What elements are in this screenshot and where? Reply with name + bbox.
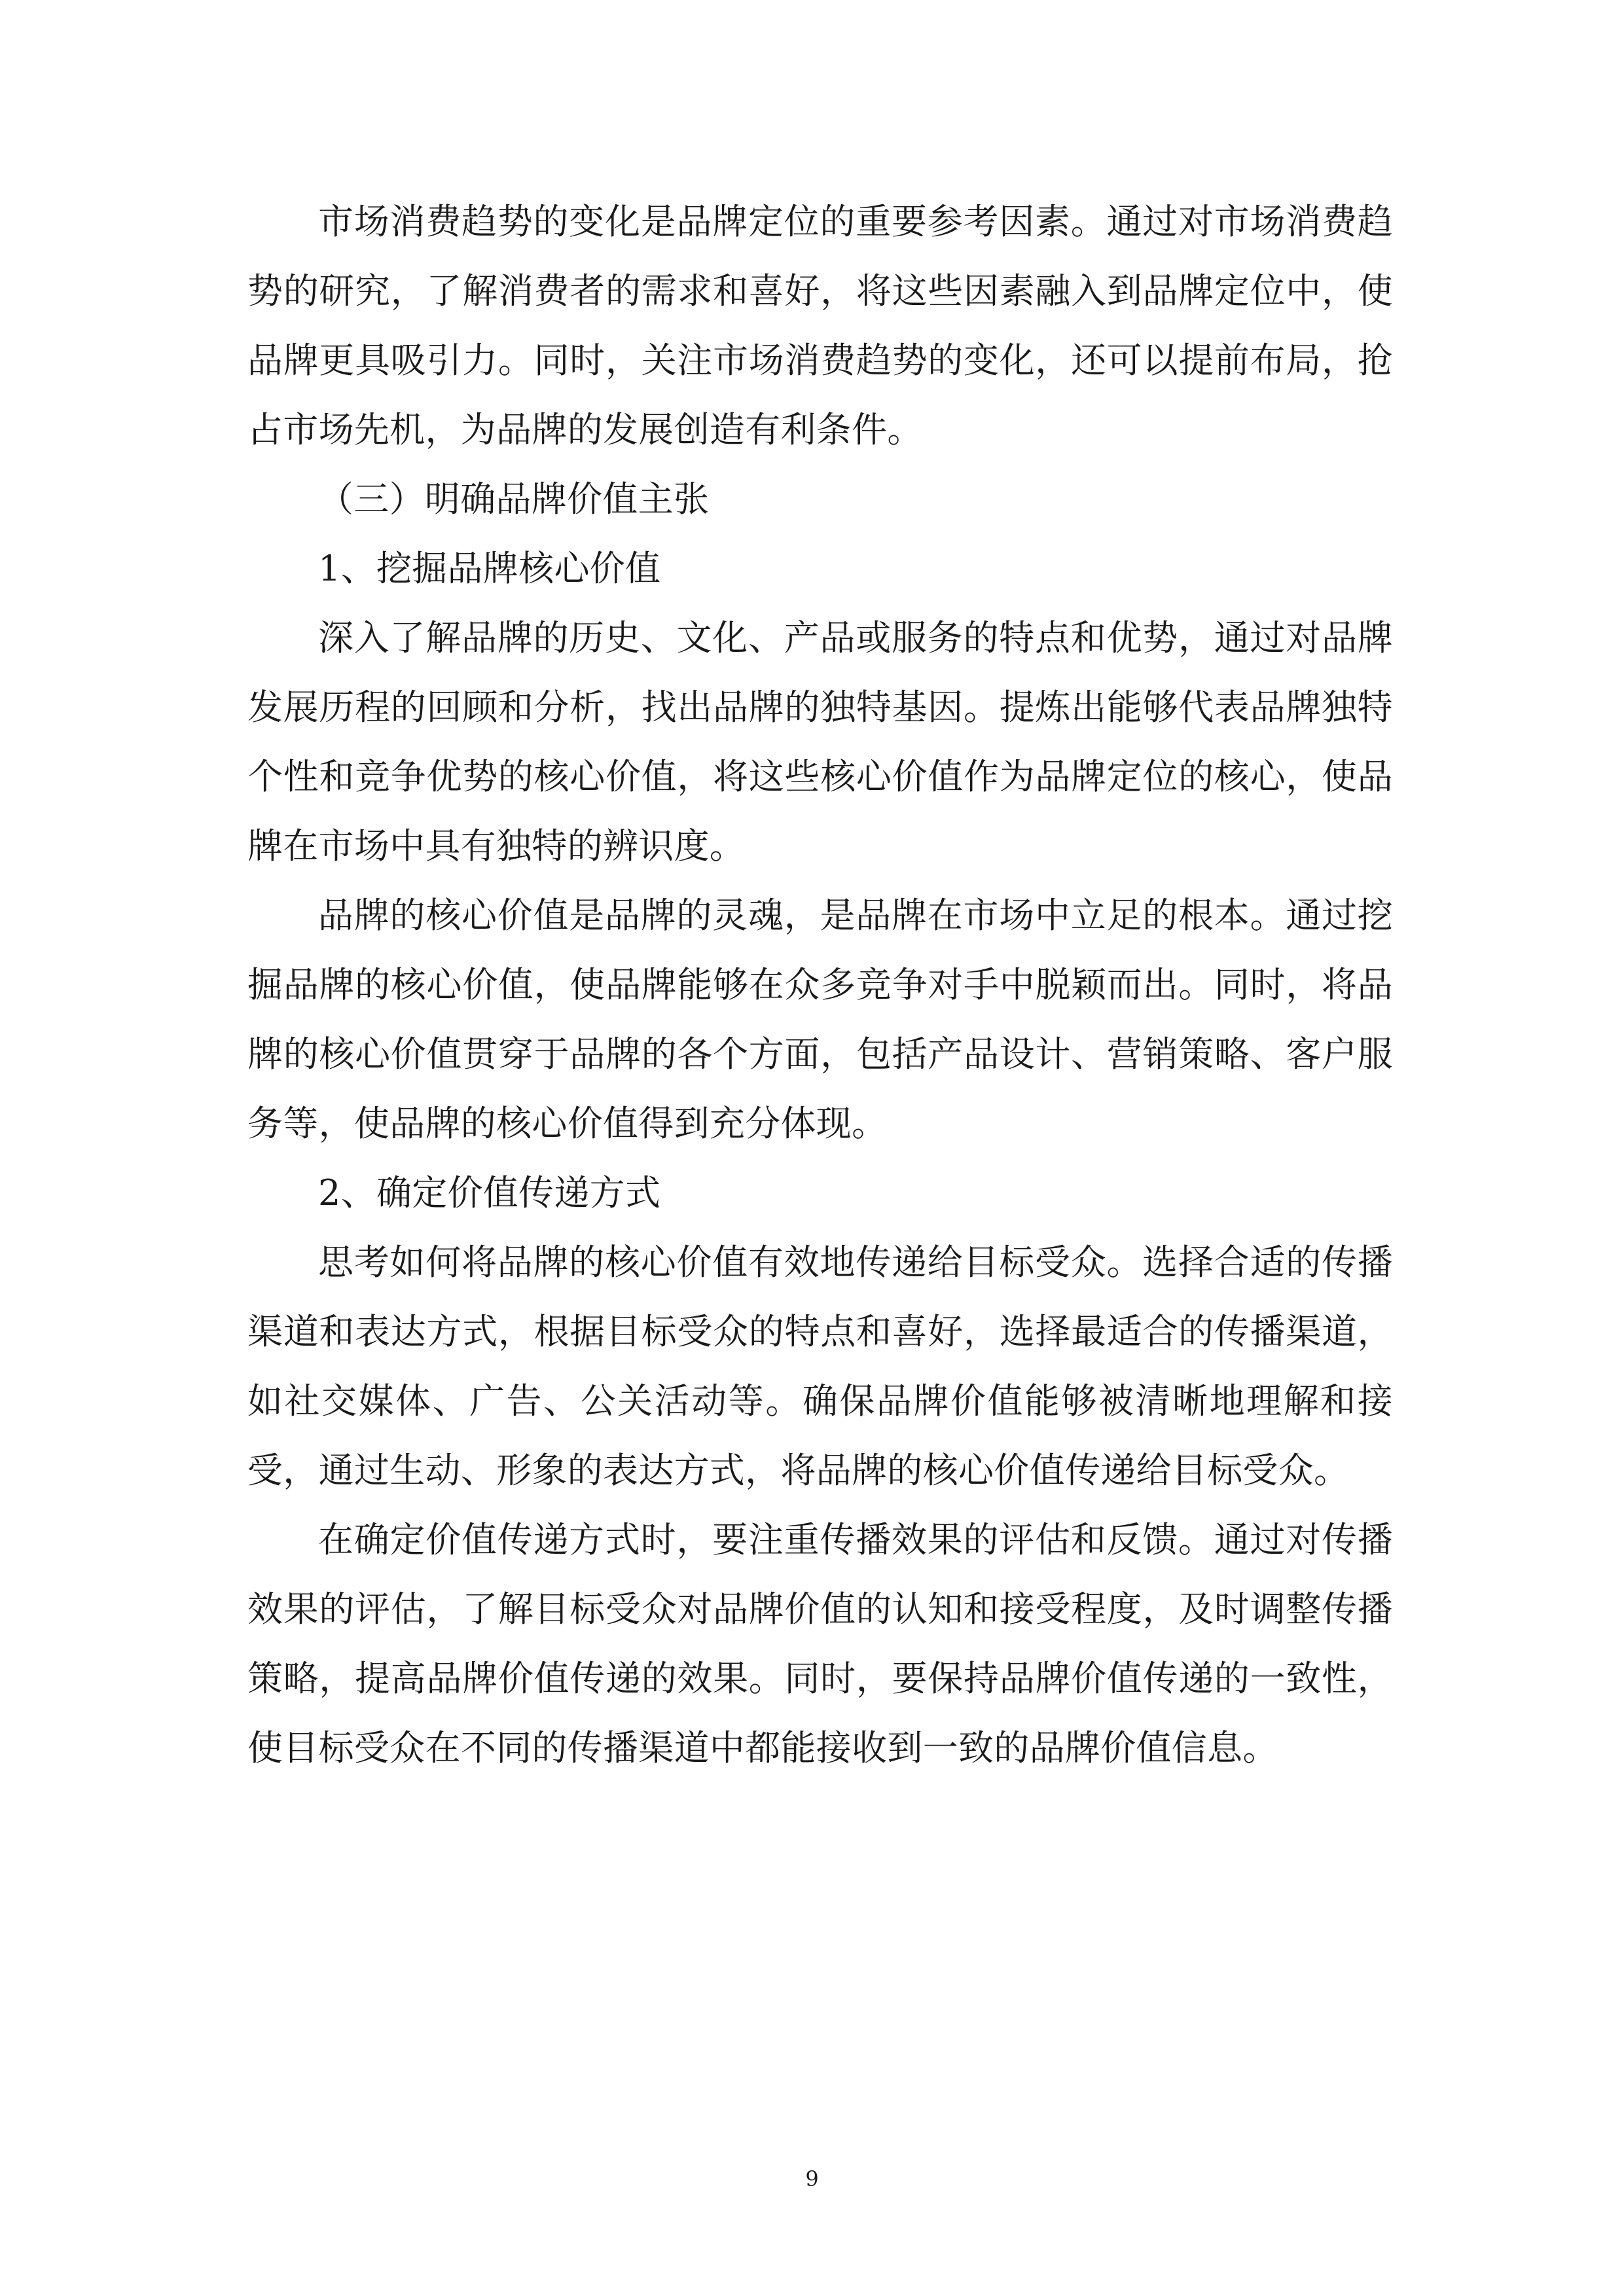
body-paragraph: 深入了解品牌的历史、文化、产品或服务的特点和优势，通过对品牌发展历程的回顾和分析，找出品牌的独特基因。提炼出能够代表品牌独特个性和竞争优势的核心价值，将这些核心价值作为品牌定位的核心，使品牌在市场中具有独特的辨识度。 <box>247 617 1393 867</box>
body-paragraph: 品牌的核心价值是品牌的灵魂，是品牌在市场中立足的根本。通过挖掘品牌的核心价值，使品牌能够在众多竞争对手中脱颖而出。同时，将品牌的核心价值贯穿于品牌的各个方面，包括产品设计、营销策略、客户服务等，使品牌的核心价值得到充分体现。 <box>247 895 1393 1144</box>
subheading: 1、挖掘品牌核心价值 <box>318 548 661 589</box>
page-number: 9 <box>805 2166 819 2191</box>
section-heading: （三）明确品牌价值主张 <box>318 478 710 520</box>
subheading: 2、确定价值传递方式 <box>318 1172 661 1213</box>
document-body <box>247 187 1393 1783</box>
body-paragraph: 思考如何将品牌的核心价值有效地传递给目标受众。选择合适的传播渠道和表达方式，根据目标受众的特点和喜好，选择最适合的传播渠道，如社交媒体、广告、公关活动等。确保品牌价值能够被清晰地理解和接受，通过生动、形象的表达方式，将品牌的核心价值传递给目标受众。 <box>247 1242 1393 1491</box>
body-paragraph: 市场消费趋势的变化是品牌定位的重要参考因素。通过对市场消费趋势的研究，了解消费者的需求和喜好，将这些因素融入到品牌定位中，使品牌更具吸引力。同时，关注市场消费趋势的变化，还可以提前布局，抢占市场先机，为品牌的发展创造有利条件。 <box>247 201 1393 450</box>
body-paragraph: 在确定价值传递方式时，要注重传播效果的评估和反馈。通过对传播效果的评估，了解目标受众对品牌价值的认知和接受程度，及时调整传播策略，提高品牌价值传递的效果。同时，要保持品牌价值传递的一致性，使目标受众在不同的传播渠道中都能接收到一致的品牌价值信息。 <box>247 1519 1393 1768</box>
